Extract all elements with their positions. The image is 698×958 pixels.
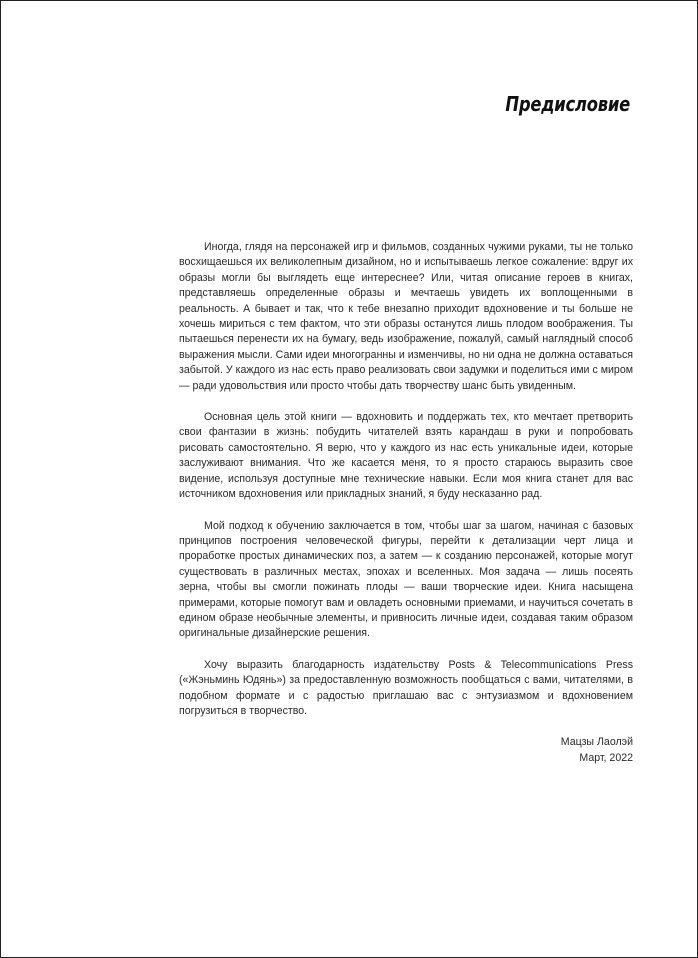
signature-date: Март, 2022 [579, 751, 633, 764]
paragraph-1: Иногда, глядя на персонажей игр и фильмов, созданных чужими руками, ты не только восхищаешься их великолепным дизайном, но и испытываешь легкое сожаление: вдруг их образы могли бы выглядеть еще интереснее? Или, читая описание героев в книгах, представляешь определенные образы и мечтаешь увидеть их воплощенными в реальность. А бывает и так, что к тебе внезапно приходит вдохновение и ты больше не хочешь мириться с тем фактом, что эти образы останутся лишь плодом воображения. Ты пытаешься перенести их на бумагу, ведь изображение, пожалуй, самый наглядный способ выражения мысли. Сами идеи многогранны и изменчивы, но ни одна не должна оставаться забытой. У каждого из нас есть право реализовать свои задумки и поделиться ими с миром — ради удовольствия или просто чтобы дать творчеству шанс быть увиденным. [179, 241, 633, 392]
paragraph-2: Основная цель этой книги — вдохновить и поддержать тех, кто мечтает претворить свои фантазии в жизнь: побудить читателей взять карандаш в руки и попробовать рисовать самостоятельно. Я верю, что у каждого из нас есть уникальные идеи, которые заслуживают внимания. Что же касается меня, то я просто стараюсь выразить свое видение, используя доступные мне технические навыки. Если моя книга станет для вас источником вдохновения или прикладных знаний, я буду несказанно рад. [179, 411, 633, 501]
paragraph-4: Хочу выразить благодарность издательству Posts & Telecommunications Press («Жэньминь Юдянь») за предоставленную возможность пообщаться с вами, читателями, в подобном формате и с радостью приглашаю вас с энтузиазмом и вдохновением погрузиться в творчество. [179, 658, 633, 717]
page-title: Предисловие [505, 92, 630, 116]
paragraph-3: Мой подход к обучению заключается в том, чтобы шаг за шагом, начиная с базовых принципов построения человеческой фигуры, перейти к детализации черт лица и проработке простых динамических поз, а затем — к созданию персонажей, которые могут существовать в различных местах, эпохах и вселенных. Моя задача — лишь посеять зерна, чтобы вы смогли пожинать плоды — ваши творческие идеи. Книга насыщена примерами, которые помогут вам и овладеть основными приемами, и научиться сочетать в едином образе необычные элементы, и привносить личные идеи, создавая таким образом оригинальные дизайнерские решения. [179, 519, 633, 640]
author-name: Мацзы Лаолэй [560, 736, 633, 749]
preface-body [179, 240, 633, 766]
signature-block [179, 735, 633, 766]
